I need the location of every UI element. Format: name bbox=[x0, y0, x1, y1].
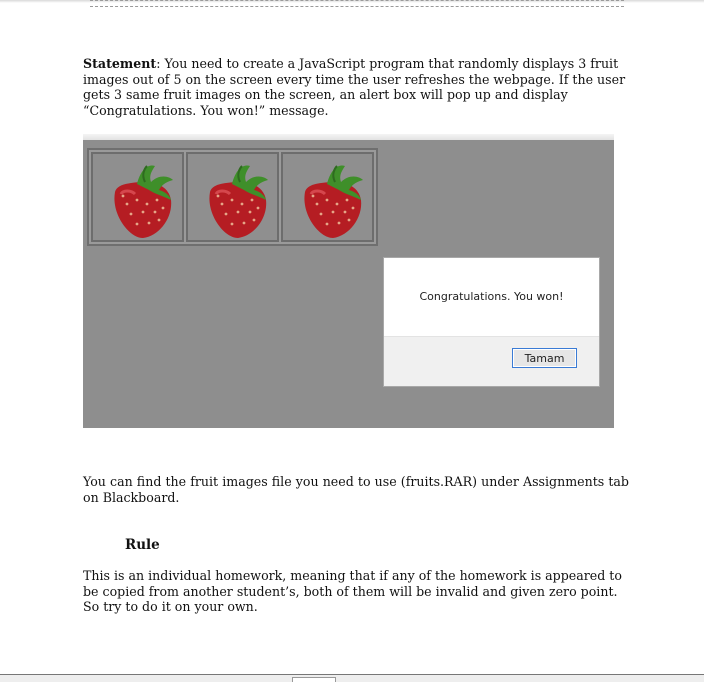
rule-paragraph: This is an individual homework, meaning that if any of the homework is appeared to be copied from another student’s, both of them will be invalid and given zero point. So try to do it on your own. bbox=[83, 568, 622, 615]
alert-message: Congratulations. You won! bbox=[419, 290, 564, 303]
statement-text: : You need to create a JavaScript program that randomly displays 3 fruit images out of 5 on the screen every time the user refreshes the webpage. If the user gets 3 same fruit images on the screen, an alert box will pop up and display “Congratulations. You won!” message. bbox=[83, 56, 626, 118]
strawberry-icon bbox=[196, 160, 276, 240]
fruit-image-2 bbox=[186, 152, 279, 242]
strawberry-icon bbox=[291, 160, 371, 240]
alert-ok-button[interactable]: Tamam bbox=[512, 348, 577, 368]
fruits-file-paragraph: You can find the fruit images file you need to use (fruits.RAR) under Assignments tab on Blackboard. bbox=[83, 474, 629, 505]
fruit-image-1 bbox=[91, 152, 184, 242]
page-bottom-tab bbox=[292, 677, 336, 682]
header-dashed-rule bbox=[90, 0, 624, 7]
statement-paragraph bbox=[83, 56, 629, 118]
fruit-image-3 bbox=[281, 152, 374, 242]
statement-label: Statement bbox=[83, 56, 157, 71]
alert-dialog bbox=[383, 257, 600, 387]
alert-footer bbox=[384, 336, 599, 386]
screenshot-figure bbox=[83, 140, 614, 428]
rule-heading: Rule bbox=[125, 537, 160, 553]
fruit-image-row bbox=[87, 148, 378, 246]
strawberry-icon bbox=[101, 160, 181, 240]
